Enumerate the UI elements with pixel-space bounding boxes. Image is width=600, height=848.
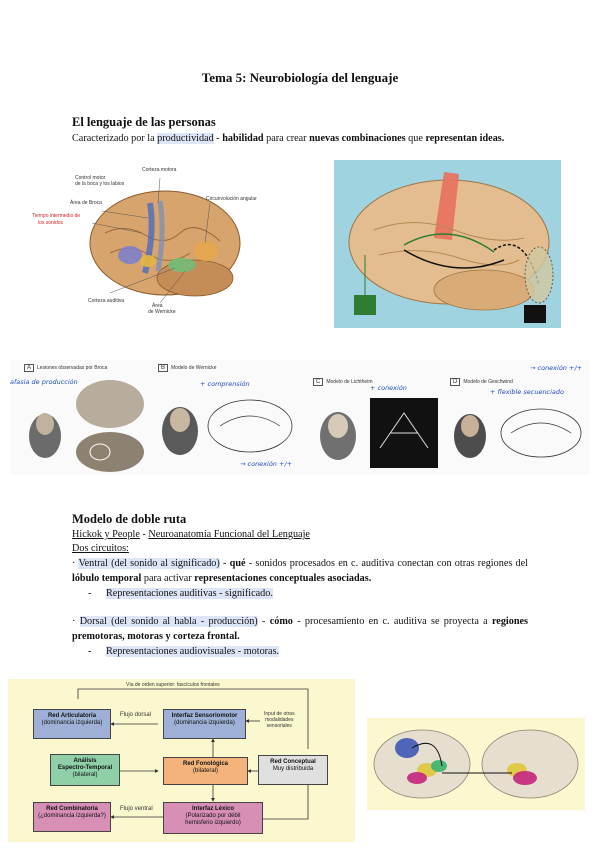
dorsal-sub-dash: -: [88, 646, 92, 657]
label-flujo-dorsal: Flujo dorsal: [120, 712, 152, 718]
intro-bold-combinaciones: nuevas combinaciones: [309, 133, 406, 144]
label-control-motor-2: de la boca y los labios: [75, 181, 125, 187]
panel-b-images: [150, 376, 300, 472]
section-heading-lenguaje: El lenguaje de las personas: [72, 115, 216, 129]
ventral-highlight: Ventral (del sonido al significado): [78, 558, 220, 569]
intro-text-b: -: [213, 133, 223, 144]
interfaz-lexico-title: Interfaz Léxico: [191, 806, 234, 812]
section-heading-doble-ruta: Modelo de doble ruta: [72, 512, 187, 526]
ventral-paragraph: [72, 556, 528, 586]
label-area: Área: [152, 303, 163, 309]
reference-line: [72, 527, 310, 542]
input-otras-3: sensoriales: [266, 723, 292, 729]
box-analisis-espectro-temporal: [50, 754, 120, 786]
red-articulatoria-sub: (dominancia izquierda): [41, 720, 103, 726]
intro-highlight: productividad: [157, 133, 214, 144]
label-red-note-2: los sonidos: [38, 220, 64, 226]
panel-c-letter: C: [313, 378, 323, 386]
panel-c-label: Modelo de Lichtheim: [326, 379, 373, 385]
red-combinatoria-title: Red Combinatoria: [46, 806, 98, 812]
handwritten-note-3: + conexión: [370, 384, 407, 392]
red-articulatoria-title: Red Articulatoria: [47, 713, 97, 719]
ventral-sub-dash: -: [88, 588, 92, 599]
ventral-bold-lobulo: lóbulo temporal: [72, 573, 142, 584]
panel-c-images: [310, 388, 450, 472]
intro-paragraph: [72, 131, 528, 146]
intro-text-d: que: [405, 133, 426, 144]
handwritten-note-6: → conexión +/+: [240, 460, 293, 468]
intro-bold-habilidad: habilidad: [222, 133, 264, 144]
ventral-sub-text: Representaciones auditivas - significado.: [105, 588, 273, 599]
interfaz-lexico-sub-2: hemisferio izquierdo): [185, 820, 241, 826]
panel-a-caption: [24, 364, 107, 372]
box-red-combinatoria: [33, 802, 111, 832]
red-conceptual-sub: Muy distribuida: [272, 766, 314, 772]
ventral-subpoint: [88, 586, 273, 601]
box-red-conceptual: [258, 755, 328, 785]
dorsal-sub-text: Representaciones audiovisuales - motoras.: [105, 646, 280, 657]
panel-b-letter: B: [158, 364, 168, 372]
panel-d-images: [446, 388, 588, 472]
hemispheres-illustration: [367, 718, 585, 810]
dorsal-sep: -: [257, 616, 270, 627]
ventral-sep: -: [219, 558, 230, 569]
panel-d-caption: [450, 378, 513, 386]
analisis-sub: (bilateral): [72, 772, 98, 778]
intro-bold-ideas: representan ideas.: [425, 133, 505, 144]
dorsal-highlight: Dorsal (del sonido al habla - producción): [79, 616, 258, 627]
intro-text-c: para crear: [263, 133, 310, 144]
historical-models-row: [10, 360, 590, 475]
panel-d-label: Modelo de Geschwind: [463, 379, 513, 385]
ventral-text-2: para activar: [141, 573, 195, 584]
diagram-top-label: Vía de orden superior: fascículos frontales: [126, 682, 220, 688]
box-red-articulatoria: [33, 709, 111, 739]
dorsal-bullet: ·: [72, 616, 80, 627]
ventral-text: - sonidos procesados en c. auditiva conectan con otras regiones del: [245, 558, 528, 569]
panel-b-label: Modelo de Wernicke: [171, 365, 217, 371]
panel-a-label: Lesiones observadas por Broca: [37, 365, 108, 371]
brain-illustration: [30, 163, 280, 323]
input-otras-1: Input de otras: [264, 711, 295, 717]
label-area-broca: Área de Broca: [70, 200, 102, 206]
label-control-motor: Control motor: [75, 175, 106, 181]
panel-a-letter: A: [24, 364, 34, 372]
dorsal-subpoint: [88, 644, 279, 659]
interfaz-sensoriomotor-title: Interfaz Sensoriomotor: [171, 713, 238, 719]
label-corteza-motora: Corteza motora: [142, 167, 177, 173]
brain-pathways-figure: [334, 160, 561, 328]
analisis-title-2: Espectro-Temporal: [57, 765, 113, 771]
red-conceptual-title: Red Conceptual: [270, 759, 316, 765]
handwritten-note-2: + comprensión: [200, 380, 250, 388]
interfaz-sensoriomotor-sub: (dominancia izquierda): [174, 720, 235, 726]
red-fonologica-sub: (bilateral): [192, 768, 218, 774]
panel-c-caption: [313, 378, 372, 386]
red-fonologica-title: Red Fonológica: [183, 761, 228, 767]
label-flujo-ventral: Flujo ventral: [120, 806, 153, 812]
handwritten-note-1: afasia de producción: [10, 378, 78, 386]
hemispheres-figure: [367, 718, 585, 810]
intro-text-a: Caracterizado por la: [72, 133, 158, 144]
brain-regions-figure: [30, 163, 280, 323]
interfaz-lexico-sub-1: (Polarizado por débil: [185, 813, 241, 819]
page-title: Tema 5: Neurobiología del lenguaje: [201, 70, 399, 85]
analisis-title-1: Análisis: [73, 758, 97, 764]
dual-route-diagram: [8, 679, 355, 842]
input-otras-2: modalidades: [265, 717, 294, 723]
ventral-bold-representaciones: representaciones conceptuales asociadas.: [194, 573, 372, 584]
box-interfaz-lexico: [163, 802, 263, 834]
label-area-wernicke: de Wernicke: [148, 309, 176, 315]
handwritten-note-5: + flexible secuenciado: [490, 388, 565, 396]
label-red-note: Tiempo intermedio de: [32, 213, 81, 219]
dos-circuitos-text: Dos circuitos:: [72, 543, 129, 554]
label-circunvolucion-angular: Circunvolución angular: [206, 196, 257, 202]
reference-authors: Hickok y People: [72, 529, 140, 540]
ventral-bold-que: qué: [229, 558, 246, 569]
panel-d-letter: D: [450, 378, 460, 386]
dorsal-bold-regiones: regiones premotoras, motoras y corteza frontal.: [72, 616, 528, 642]
reference-sep: -: [139, 529, 149, 540]
dos-circuitos: [72, 541, 129, 556]
dorsal-paragraph: [72, 614, 528, 644]
box-red-fonologica: [163, 757, 248, 785]
handwritten-note-4: → conexión +/+: [530, 364, 583, 372]
reference-title: Neuroanatomía Funcional del Lenguaje: [148, 529, 310, 540]
box-interfaz-sensoriomotor: [163, 709, 246, 739]
red-combinatoria-sub: (¿dominancia izquierda?): [38, 813, 106, 819]
panel-a-images: [20, 376, 150, 472]
panel-b-caption: [158, 364, 217, 372]
dorsal-bold-como: cómo: [269, 616, 293, 627]
brain-pathways-illustration: [334, 160, 561, 328]
label-input-otras: [264, 711, 295, 729]
label-corteza-auditiva: Corteza auditiva: [88, 298, 125, 304]
ventral-bullet: ·: [72, 558, 79, 569]
dorsal-text: - procesamiento en c. auditiva se proyecta a: [292, 616, 492, 627]
